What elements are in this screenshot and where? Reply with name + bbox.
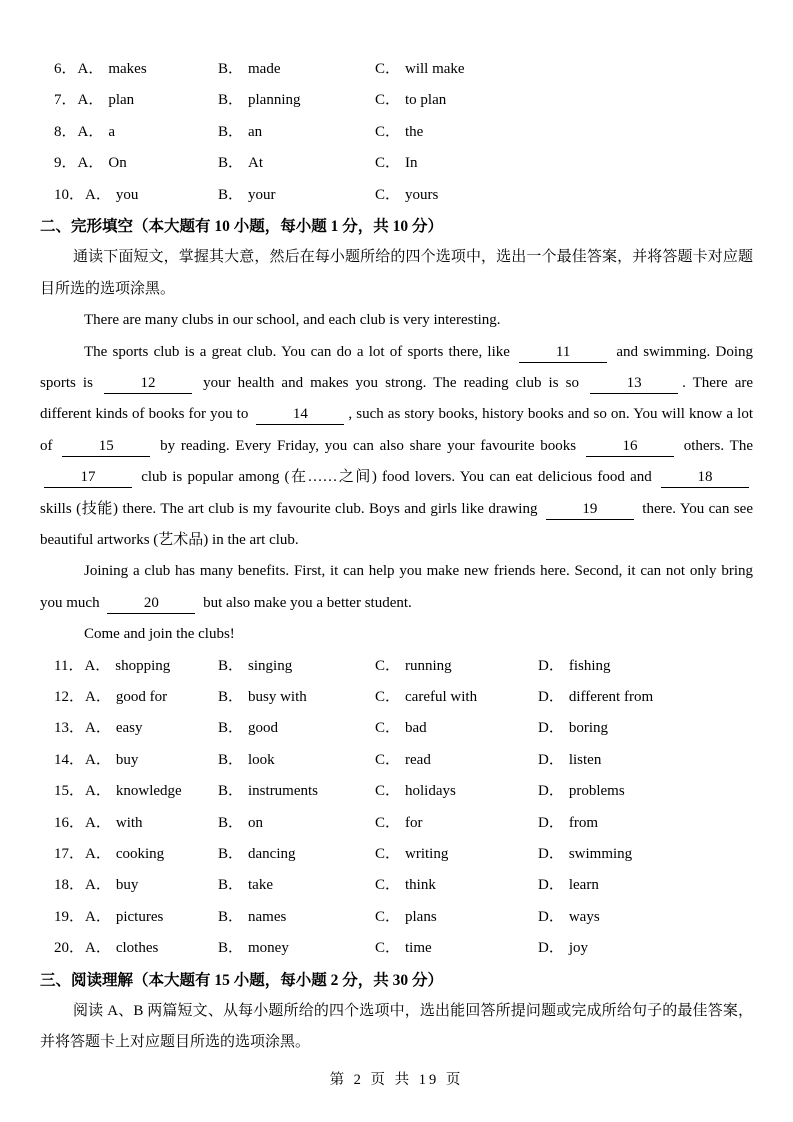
option-text: made [248,61,281,77]
cloze-blank-18: 18 [661,469,749,488]
option-text: to plan [405,92,447,109]
question-19-option-A [54,902,218,933]
option-letter: A． [77,155,104,172]
option-text: easy [115,720,143,737]
option-letter: D． [538,783,564,800]
option-text: good for [115,689,168,706]
question-11-option-A [54,651,218,682]
option-text: buy [115,751,139,768]
option-text: On [108,155,127,172]
passage-paragraph: There are many clubs in our school, and each club is very interesting. [84,312,501,329]
question-19-option-D [538,902,753,933]
option-letter: B． [218,123,244,140]
cloze-blank-16: 16 [586,438,674,457]
option-text: listen [568,751,602,768]
passage-paragraph: Come and join the clubs! [84,626,235,643]
question-16-option-C [375,808,538,839]
cloze-passage [40,305,753,650]
questions-6-10 [40,54,753,211]
option-letter: D． [538,689,564,706]
question-7-option-C [375,85,538,116]
question-row-16 [40,808,753,839]
question-row-9 [40,148,753,179]
option-text: dancing [248,845,296,862]
option-text: yours [405,186,439,203]
question-number: 13． [54,720,85,737]
question-20-option-C [375,933,538,964]
option-text: busy with [248,689,307,706]
question-number: 14． [54,751,85,768]
option-text: from [568,814,599,831]
cloze-blank-11: 11 [519,344,607,363]
option-text: different from [568,689,654,706]
option-text: think [405,877,436,894]
option-letter: A． [85,720,111,737]
question-number: 10． [54,186,85,203]
option-text: take [248,877,273,894]
empty-cell [538,148,753,179]
question-14-option-A [54,745,218,776]
option-text: the [405,123,424,140]
option-letter: A． [85,689,111,706]
section-3-heading: 三、阅读理解（本大题有 15 小题，每小题 2 分，共 30 分） [40,971,444,989]
question-row-13 [40,713,753,744]
question-14-option-B [218,745,375,776]
option-letter: A． [85,940,111,957]
option-text: plan [108,92,135,109]
section-2-instructions: 通读下面短文，掌握其大意，然后在每小题所给的四个选项中，选出一个最佳答案，并将答题卡对应题目所选的选项涂黑。 [40,249,753,297]
question-number: 20． [54,940,85,957]
question-9-option-C [375,148,538,179]
question-number: 8． [54,123,77,140]
option-letter: B． [218,877,244,894]
option-letter: D． [538,751,564,768]
cloze-blank-13: 13 [590,375,678,394]
question-9-option-B [218,148,375,179]
question-18-option-B [218,870,375,901]
question-16-option-D [538,808,753,839]
question-row-20 [40,933,753,964]
option-text: clothes [115,940,159,957]
option-text: read [405,751,431,768]
question-16-option-A [54,808,218,839]
option-letter: B． [218,155,244,172]
question-11-option-D [538,651,753,682]
option-letter: B． [218,92,244,109]
question-row-19 [40,902,753,933]
question-12-option-B [218,682,375,713]
option-letter: C． [375,123,401,140]
question-8-option-B [218,117,375,148]
option-text: money [248,940,289,957]
question-8-option-C [375,117,538,148]
option-text: writing [405,845,449,862]
question-18-option-C [375,870,538,901]
question-15-option-A [54,776,218,807]
question-number: 11． [54,657,84,674]
question-17-option-A [54,839,218,870]
cloze-blank-20: 20 [107,595,195,614]
question-number: 15． [54,783,85,800]
option-letter: C． [375,845,401,862]
option-letter: A． [85,877,111,894]
question-20-option-A [54,933,218,964]
option-letter: C． [375,689,401,706]
question-number: 6． [54,61,77,77]
page-footer: 第 2 页 共 19 页 [329,1072,464,1088]
option-text: ways [568,908,600,925]
question-8-option-A [54,117,218,148]
option-text: holidays [405,783,456,800]
option-letter: C． [375,751,401,768]
question-12-option-D [538,682,753,713]
option-text: plans [405,908,437,925]
option-text: time [405,940,432,957]
option-letter: D． [538,845,564,862]
option-text: swimming [568,845,633,862]
option-text: look [248,751,275,768]
option-text: learn [568,877,599,894]
cloze-blank-17: 17 [44,469,132,488]
question-row-18 [40,870,753,901]
option-text: will make [405,61,465,77]
option-text: names [248,908,287,925]
option-text: instruments [248,783,319,800]
option-letter: A． [85,751,111,768]
option-text: singing [248,657,293,674]
option-text: an [248,123,263,140]
option-letter: B． [218,751,244,768]
question-13-option-A [54,713,218,744]
option-letter: A． [85,783,111,800]
option-letter: D． [538,657,564,674]
option-letter: C． [375,155,401,172]
question-18-option-A [54,870,218,901]
option-letter: B． [218,186,244,203]
option-text: joy [568,940,589,957]
question-number: 12． [54,689,85,706]
option-letter: A． [77,92,104,109]
option-letter: A． [85,814,111,831]
option-text: pictures [115,908,164,925]
question-13-option-C [375,713,538,744]
option-letter: C． [375,186,401,203]
option-letter: C． [375,877,401,894]
option-text: planning [248,92,301,109]
option-letter: C． [375,940,401,957]
option-text: shopping [115,657,171,674]
question-7-option-A [54,85,218,116]
option-letter: D． [538,877,564,894]
option-text: with [115,814,143,831]
option-letter: C． [375,908,401,925]
question-row-14 [40,745,753,776]
section-2-heading: 二、完形填空（本大题有 10 小题，每小题 1 分，共 10 分） [40,217,444,235]
option-letter: C． [375,720,401,737]
question-row-10 [40,180,753,211]
question-14-option-D [538,745,753,776]
option-text: makes [108,61,147,77]
question-7-option-B [218,85,375,116]
option-letter: D． [538,940,564,957]
question-15-option-D [538,776,753,807]
section-3-instructions: 阅读 A、B 两篇短文、从每小题所给的四个选项中，选出能回答所提问题或完成所给句子的最佳答案，并将答题卡上对应题目所选的选项涂黑。 [40,1002,753,1051]
option-text: careful with [405,689,478,706]
option-letter: B． [218,657,244,674]
option-letter: B． [218,783,244,800]
option-letter: C． [375,783,401,800]
question-row-17 [40,839,753,870]
question-number: 18． [54,877,85,894]
cloze-blank-12: 12 [104,375,192,394]
option-letter: B． [218,814,244,831]
question-number: 7． [54,92,77,109]
option-letter: C． [375,61,401,77]
question-11-option-C [375,651,538,682]
question-row-7 [40,85,753,116]
option-text: In [405,155,418,172]
option-letter: D． [538,720,564,737]
empty-cell [538,180,753,211]
option-letter: B． [218,61,244,77]
option-text: buy [115,877,139,894]
question-10-option-C [375,180,538,211]
question-number: 19． [54,908,85,925]
question-16-option-B [218,808,375,839]
cloze-blank-19: 19 [546,501,634,520]
option-text: a [108,123,116,140]
question-number: 9． [54,155,77,172]
option-text: problems [568,783,625,800]
question-15-option-B [218,776,375,807]
option-text: cooking [115,845,165,862]
question-11-option-B [218,651,375,682]
empty-cell [538,85,753,116]
question-10-option-B [218,180,375,211]
option-letter: C． [375,92,401,109]
question-6-option-B [218,54,375,85]
cloze-blank-14: 14 [256,406,344,425]
option-letter: A． [84,657,111,674]
question-number: 16． [54,814,85,831]
empty-cell [538,54,753,85]
question-number: 17． [54,845,85,862]
option-letter: B． [218,940,244,957]
option-text: fishing [568,657,611,674]
option-letter: A． [77,61,104,77]
option-text: running [405,657,452,674]
question-19-option-C [375,902,538,933]
option-text: for [405,814,423,831]
empty-cell [538,117,753,148]
question-18-option-D [538,870,753,901]
question-19-option-B [218,902,375,933]
question-10-option-A [54,180,218,211]
option-letter: D． [538,814,564,831]
question-row-6 [40,54,753,85]
question-17-option-C [375,839,538,870]
question-row-8 [40,117,753,148]
question-15-option-C [375,776,538,807]
option-letter: B． [218,845,244,862]
option-letter: B． [218,689,244,706]
question-13-option-D [538,713,753,744]
option-text: good [248,720,279,737]
option-text: At [248,155,264,172]
option-text: your [248,186,276,203]
cloze-blank-15: 15 [62,438,150,457]
question-14-option-C [375,745,538,776]
questions-11-20 [40,651,753,965]
option-letter: A． [85,186,111,203]
question-12-option-C [375,682,538,713]
option-text: knowledge [115,783,182,800]
option-text: on [248,814,264,831]
option-letter: B． [218,720,244,737]
question-13-option-B [218,713,375,744]
question-6-option-A [54,54,218,85]
option-letter: B． [218,908,244,925]
option-text: you [115,186,139,203]
option-letter: A． [85,845,111,862]
passage-paragraph: Joining a club has many benefits. First, it can help you make new friends here. Second, it can not only bring you much 20 but also make you a better student. [40,556,753,619]
option-text: boring [568,720,609,737]
question-17-option-B [218,839,375,870]
question-6-option-C [375,54,538,85]
option-letter: C． [375,814,401,831]
question-9-option-A [54,148,218,179]
question-row-11 [40,651,753,682]
option-letter: D． [538,908,564,925]
question-row-12 [40,682,753,713]
question-20-option-D [538,933,753,964]
option-letter: A． [85,908,111,925]
question-12-option-A [54,682,218,713]
option-letter: C． [375,657,401,674]
question-row-15 [40,776,753,807]
passage-paragraph: The sports club is a great club. You can do a lot of sports there, like 11 and swimming. Doing sports is 12 your health and makes you strong. The reading club is so 13 . There are different kinds of books for you to 14 , such as story books, history books and so on. You will know a lot of 15 by reading. Every Friday, you can also share your favourite books 16 others. The 17 club is popular among (在……之间) food lovers. You can eat delicious food and 18 skills (技能) there. The art club is my favourite club. Boys and girls like drawing 19 there. You can see beautiful artworks (艺术品) in the art club. [40,343,754,549]
option-text: bad [405,720,427,737]
option-letter: A． [77,123,104,140]
question-17-option-D [538,839,753,870]
question-20-option-B [218,933,375,964]
